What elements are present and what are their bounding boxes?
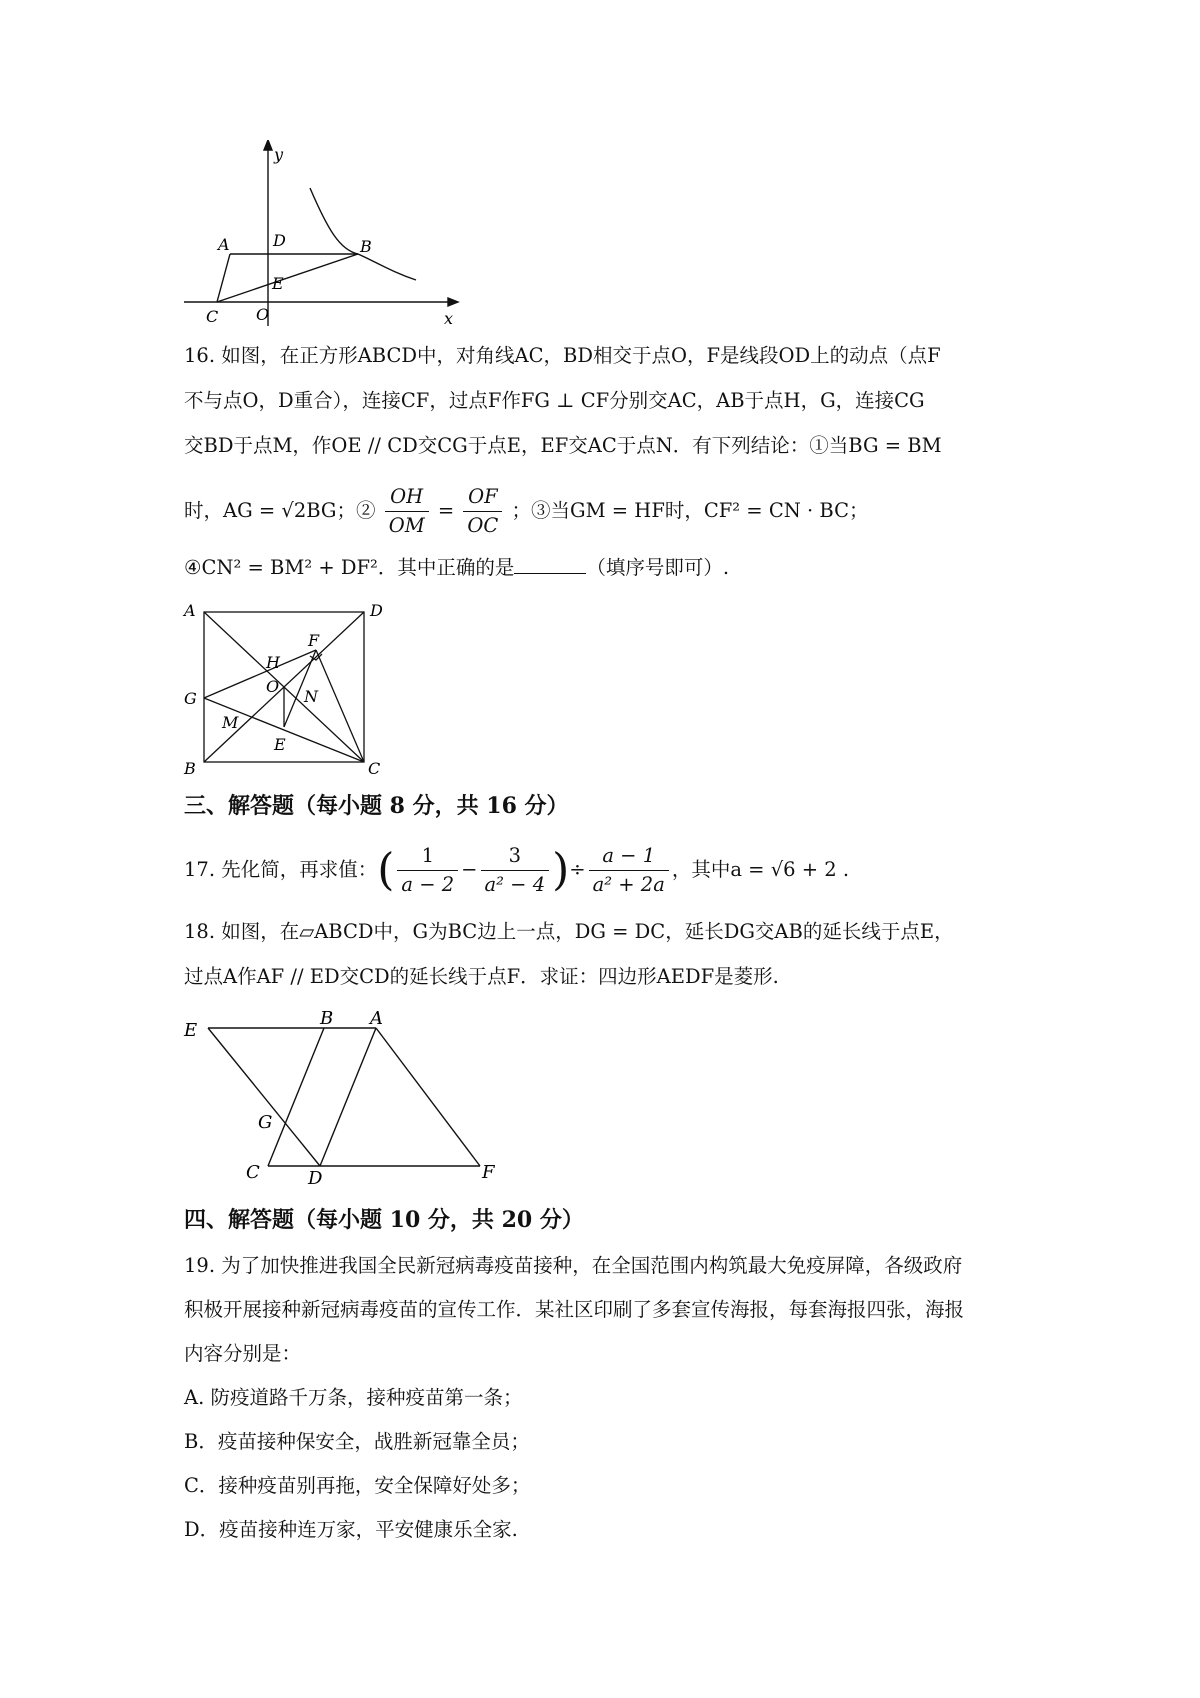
q18-line-1: 18. 如图，在▱ABCD中，G为BC边上一点，DG = DC，延长DG交AB的延长线于点E， xyxy=(184,920,954,943)
q17-line xyxy=(184,840,849,900)
q19-line-3: 内容分别是： xyxy=(184,1342,302,1365)
axis-x-label: x xyxy=(444,309,454,328)
fraction-numerator: 1 xyxy=(397,842,458,871)
fraction-numerator: 3 xyxy=(481,842,550,871)
fraction-denominator: OM xyxy=(388,514,425,537)
fraction-of-oc xyxy=(463,483,502,540)
divide-sign: ÷ xyxy=(569,858,586,881)
fraction-3 xyxy=(589,842,669,899)
point-label-B: B xyxy=(320,1008,334,1029)
point-label-E: E xyxy=(184,1020,198,1041)
figure-q16 xyxy=(180,600,390,780)
figure-q15 xyxy=(180,140,460,330)
q19-line-1: 19. 为了加快推进我国全民新冠病毒疫苗接种，在全国范围内构筑最大免疫屏障，各级政府 xyxy=(184,1254,963,1277)
answer-blank xyxy=(514,553,586,574)
point-label-E: E xyxy=(274,735,286,754)
point-label-F: F xyxy=(482,1162,495,1183)
fraction-1 xyxy=(397,842,458,899)
q16-line-4 xyxy=(184,483,869,540)
right-paren: ) xyxy=(552,844,570,896)
point-label-D: D xyxy=(370,601,383,620)
q16-line-5 xyxy=(184,553,729,583)
point-label-N: N xyxy=(304,687,318,706)
point-label-F: F xyxy=(308,631,320,650)
fraction-numerator: OH xyxy=(385,483,429,512)
fraction-denominator: a² − 4 xyxy=(484,873,546,896)
fraction-oh-om xyxy=(385,483,429,540)
q19-option-a: A. 防疫道路千万条，接种疫苗第一条； xyxy=(184,1386,523,1409)
point-label-D: D xyxy=(273,231,286,250)
fraction-numerator: OF xyxy=(463,483,502,512)
fraction-denominator: OC xyxy=(467,514,499,537)
point-label-C: C xyxy=(368,759,381,778)
q16-line-5-end: （填序号即可）. xyxy=(586,556,730,579)
section-3-heading: 三、解答题（每小题 8 分，共 16 分） xyxy=(184,793,569,819)
point-label-D: D xyxy=(308,1168,323,1186)
point-label-M: M xyxy=(222,713,239,732)
point-label-G: G xyxy=(184,689,197,708)
q17-suffix: ，其中a = √6 + 2 . xyxy=(671,858,850,881)
q19-option-b: B．疫苗接种保安全，战胜新冠靠全员； xyxy=(184,1430,530,1453)
q16-line-4-start: 时，AG = √2BG；② xyxy=(184,499,376,522)
equals-sign: = xyxy=(437,499,455,522)
point-label-O: O xyxy=(266,677,280,696)
minus-sign: − xyxy=(461,858,478,881)
fraction-denominator: a − 2 xyxy=(401,873,455,896)
point-label-E: E xyxy=(272,274,284,293)
section-4-heading: 四、解答题（每小题 10 分，共 20 分） xyxy=(184,1207,584,1233)
q16-line-1: 16. 如图，在正方形ABCD中，对角线AC，BD相交于点O，F是线段OD上的动点（点F xyxy=(184,344,941,367)
point-label-A: A xyxy=(184,601,196,620)
point-label-G: G xyxy=(258,1112,273,1133)
fraction-2 xyxy=(481,842,550,899)
point-label-A: A xyxy=(370,1008,383,1029)
point-label-H: H xyxy=(266,653,280,672)
point-label-B: B xyxy=(184,759,196,778)
q18-line-2: 过点A作AF // ED交CD的延长线于点F．求证：四边形AEDF是菱形. xyxy=(184,965,779,988)
q17-prefix: 17. 先化简，再求值： xyxy=(184,858,378,881)
fraction-denominator: a² + 2a xyxy=(592,873,665,896)
point-label-C: C xyxy=(246,1162,260,1183)
left-paren: ( xyxy=(377,844,395,896)
point-label-O: O xyxy=(256,305,270,324)
axis-y-label: y xyxy=(274,145,284,164)
q16-line-3: 交BD于点M，作OE // CD交CG于点E，EF交AC于点N．有下列结论：①当BG = BM xyxy=(184,434,942,457)
q16-line-5-start: ④CN² = BM² + DF²．其中正确的是 xyxy=(184,556,515,579)
q16-line-2: 不与点O，D重合），连接CF，过点F作FG ⊥ CF分别交AC，AB于点H，G，连接CG xyxy=(184,389,925,412)
point-label-C: C xyxy=(206,307,219,326)
fraction-numerator: a − 1 xyxy=(589,842,669,871)
point-label-B: B xyxy=(360,237,372,256)
q16-line-4-end: ；③当GM = HF时，CF² = CN · BC； xyxy=(511,499,869,522)
figure-q18 xyxy=(180,1006,500,1186)
q19-option-d: D．疫苗接种连万家，平安健康乐全家. xyxy=(184,1518,518,1541)
q19-line-2: 积极开展接种新冠病毒疫苗的宣传工作．某社区印刷了多套宣传海报，每套海报四张，海报 xyxy=(184,1298,965,1321)
q19-option-c: C．接种疫苗别再拖，安全保障好处多； xyxy=(184,1474,531,1497)
point-label-A: A xyxy=(218,235,230,254)
